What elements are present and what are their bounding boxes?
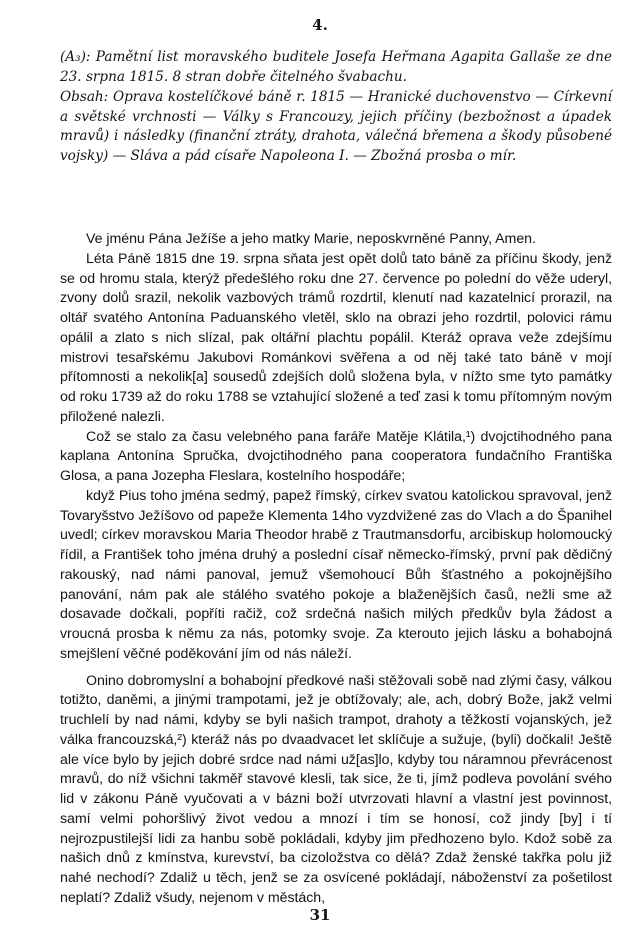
paragraph: Což se stalo za času velebného pana faráře Matěje Klátila,¹) dvojctihodného pana kaplana Antonína Spručka, dvojctihodného pana cooperatora fundačního Františka Glosa, a pana Jozepha Fleslara, kostelního hospodáře; (60, 428, 612, 484)
paragraph: když Pius toho jména sedmý, papež římský, církev svatou katolickou spravoval, jenž Tovaryšstvo Ježíšovo od papeže Klementa 14ho vyzdvižené zas do Vlach a do Španihel uvedl; církev moravskou Maria Theodor hrabě z Trautmansdorfu, arcibiskup holomoucký řídil, a František toho jména druhý a poslední císař německo-římský, první pak dědičný rakouský, nad námi panoval, jemuž všemohoucí Bůh šťastného a pokojnějšího panování, nám pak ale stálého svatého pokoje a blaženějších časů, nežli sme až dosavade dočkali, popříti račiž, což srdečná našich milých předkův byla žádost a vroucná prosba k němu za nás, potomky svoje. Za kterouto jejich lásku a bohabojná smejšlení věčné poděkování jím od nás náleží. (60, 487, 612, 662)
source-note: (A₃): Pamětní list moravského buditele Josefa Heřmana Agapita Gallaše ze dne 23. srpna 1815. 8 stran dobře čitelného švabachu. (60, 49, 612, 85)
intro-block (60, 48, 612, 167)
page-number-bottom: 31 (309, 906, 331, 924)
main-text (60, 230, 612, 909)
paragraph: Onino dobromyslní a bohabojní předkové naši stěžovali sobě nad zlými časy, válkou totižto, daněmi, a jinými trampotami, jež je obtížovaly; ale, ach, dobrý Bože, jakž velmi truchlelí by nad námi, kdyby se byli našich trampot, drahoty a těžkostí vojanských, jež válka francouzská,²) kteráž nás po dvaadvacet let sklíčuje a sužuje, (byli) dočkali! Ještě ale více bylo by jejich dobré srdce nad námi už[as]lo, kdyby tou náramnou převrácenost mravů, do níž všichni takměř stavové klesli, tak sice, že ti, jímž podleva povolání svého lid v zákonu Páně vyučovati a v bázni boží utvrzovati hlavní a vlastní jest povinnost, samí velmi pohoršlivý život vedou a mnozí i tím se honosí, což jindy [by] i tí nejrozpustilejší lidi za hanbu sobě pokládali, kdyby jim předhozeno bylo. Kdož sobě za našich dnů z kmínstva, kurevství, ba cizoložstva co dělá? Zdaž ženské takřka polu již nahé nechodí? Zdaliž u těch, jenž se za osvícené pokládají, náboženství za pošetilost neplatí? Zdaliž všudy, nejenom v městách, (60, 672, 612, 906)
paragraph: Léta Páně 1815 dne 19. srpna sňata jest opět dolů tato báně za příčinu škody, jenž se od hromu stala, kterýž předešlého roku dne 27. července po polední do věže uderyl, zvony dolů srazil, nekolik vazbových trámů rozdrtil, klenutí nad kazatelnicí prorazil, na oltář svatého Antonína Paduanského vletěl, sklo na obrazi jeho rozdrtil, polovici rámu opálil a zlato s nich slízal, pak oltářní plachtu popálil. Kteráž oprava veže zdejšímu mistrovi tesařskému Jakubovi Románkovi svěřena a od něj také tato báně v mojí přítomnosti a nekolik[a] sousedů zdejších dolů složena byla, v nížto sme tyto památky od roku 1739 až do roku 1788 se vztahující složené a teď zasi k tomu přítomným novým přiložené nalezli. (60, 250, 612, 425)
page-number-top: 4. (312, 16, 328, 34)
contents-note: Obsah: Oprava kostelíčkové báně r. 1815 — Hranické duchovenstvo — Církevní a světské vrchnosti — Války s Francouzy, jejich příčiny (bezbožnost a úpadek mravů) i následky (finanční ztráty, drahota, válečná břemena a škody působené vojsky) — Sláva a pád císaře Napoleona I. — Zbožná prosba o mír. (60, 89, 612, 164)
paragraph: Ve jménu Pána Ježíše a jeho matky Marie, neposkvrněné Panny, Amen. (86, 231, 536, 247)
